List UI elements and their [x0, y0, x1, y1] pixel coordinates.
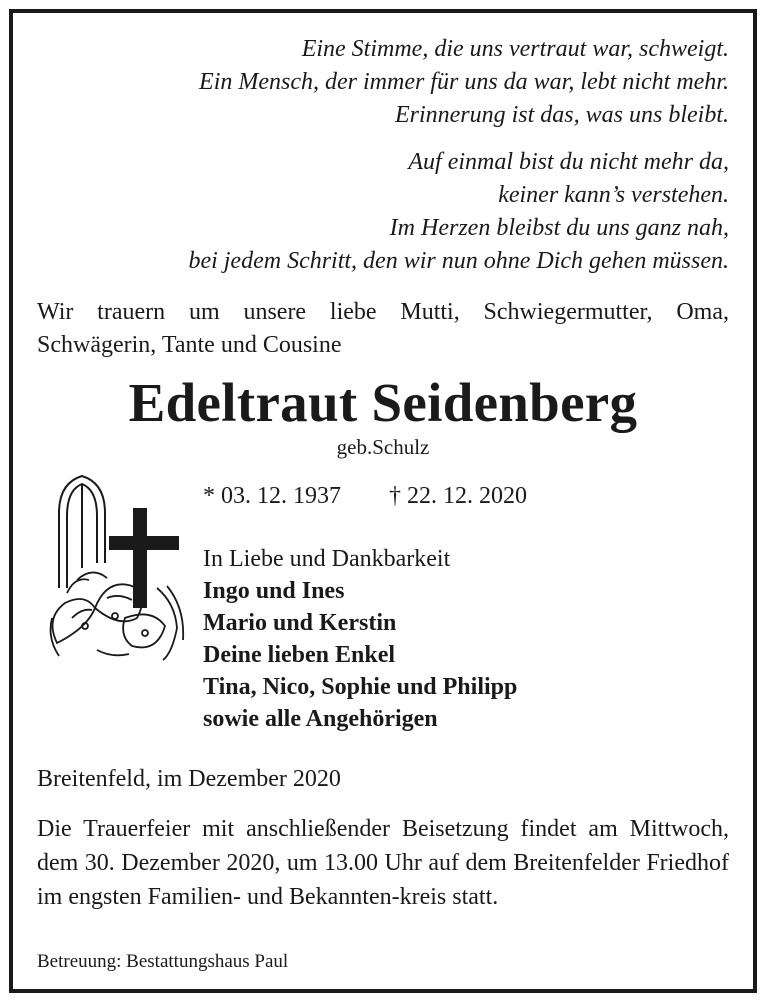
place-and-date: Breitenfeld, im Dezember 2020 [37, 766, 341, 792]
poem-line: keiner kann’s verstehen. [498, 182, 729, 208]
poem-stanza-2 [188, 146, 729, 278]
poem-stanza-1 [199, 33, 729, 132]
poem-line: Auf einmal bist du nicht mehr da, [408, 149, 729, 175]
funeral-service-text: Die Trauerfeier mit anschließender Beisetzung findet am Mittwoch, dem 30. Dezember 2020, um 13.00 Uhr auf dem Breitenfelder Friedhof im engsten Familien- und Bekannten-kreis statt. [37, 816, 729, 910]
birth-date: * 03. 12. 1937 [203, 483, 341, 509]
arch-window-icon [59, 476, 105, 588]
mourner-name: sowie alle Angehörigen [203, 706, 438, 732]
mourner-name: Tina, Nico, Sophie und Philipp [203, 674, 518, 700]
mourners-intro: In Liebe und Dankbarkeit [203, 546, 451, 572]
mourners-block [203, 543, 517, 735]
poem-line: Ein Mensch, der immer für uns da war, lebt nicht mehr. [199, 69, 729, 95]
poem-line: Im Herzen bleibst du uns ganz nah, [389, 215, 729, 241]
mourner-name: Deine lieben Enkel [203, 642, 396, 668]
mourning-emblem [37, 468, 187, 663]
mourning-intro [37, 296, 729, 362]
deceased-name: Edeltraut Seidenberg [128, 372, 638, 433]
lily-icon [51, 568, 184, 660]
mourner-name: Mario und Kerstin [203, 610, 397, 636]
cross-icon [109, 508, 179, 608]
death-date: † 22. 12. 2020 [389, 483, 527, 509]
intro-line-2: Schwägerin, Tante und Cousine [37, 332, 342, 358]
poem-line: bei jedem Schritt, den wir nun ohne Dich gehen müssen. [188, 248, 729, 274]
intro-line-1: Wir trauern um unsere liebe Mutti, Schwiegermutter, Oma, [37, 299, 729, 325]
maiden-name: geb.Schulz [336, 435, 430, 459]
mourner-name: Ingo und Ines [203, 578, 345, 604]
poem-line: Erinnerung ist das, was uns bleibt. [394, 102, 729, 128]
poem-line: Eine Stimme, die uns vertraut war, schweigt. [301, 36, 729, 62]
life-dates [203, 479, 527, 513]
funeral-home-credit: Betreuung: Bestattungshaus Paul [37, 951, 289, 972]
obituary-frame [9, 9, 757, 993]
